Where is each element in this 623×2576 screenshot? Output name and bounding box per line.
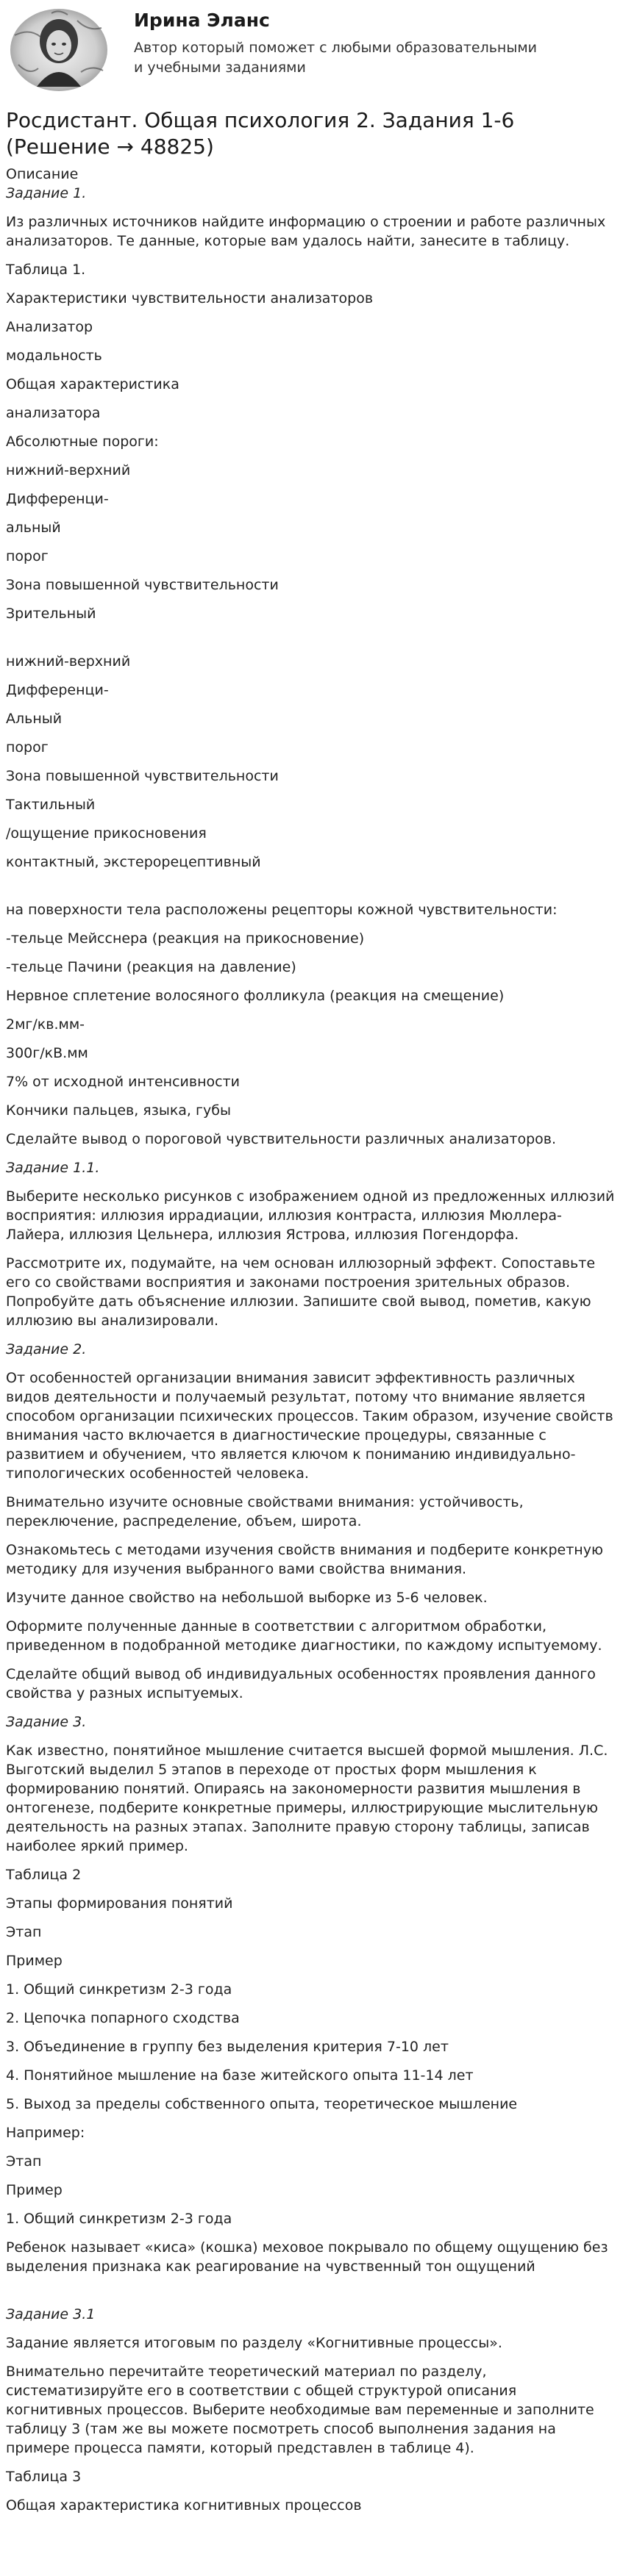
paragraph: Характеристики чувствительности анализаторов — [6, 290, 374, 306]
paragraph: Таблица 1. — [6, 262, 86, 278]
paragraph: Дифференци- — [6, 491, 109, 507]
user-portrait-icon[interactable] — [7, 6, 110, 93]
paragraph: анализатора — [6, 405, 101, 421]
task-heading: Задание 1.1. — [6, 1160, 100, 1176]
paragraph: 2. Цепочка попарного сходства — [6, 2010, 240, 2026]
paragraph: Дифференци- — [6, 682, 109, 698]
paragraph: Абсолютные пороги: — [6, 434, 159, 450]
blank-line — [6, 881, 617, 900]
author-card — [6, 0, 617, 94]
paragraph: 1. Общий синкретизм 2-3 года — [6, 2211, 232, 2227]
paragraph: Общая характеристика когнитивных процессов — [6, 2497, 362, 2514]
paragraph: Изучите данное свойство на небольшой выборке из 5-6 человек. — [6, 1590, 488, 1606]
paragraph: -тельце Мейсснера (реакция на прикосновение) — [6, 930, 365, 947]
paragraph: Пример — [6, 1953, 63, 1969]
paragraph: Как известно, понятийное мышление считается высшей формой мышления. Л.С. Выготский выделил 5 этапов в переходе от простых форм мышления к формированию понятий. Опираясь на закономерности развития мышления в онтогенезе, подберите конкретные примеры, иллюстрирующие мыслительную деятельность на разных этапах. Заполните правую сторону таблицы, записав наиболее яркий пример. — [6, 1743, 608, 1854]
paragraph: Зона повышенной чувствительности — [6, 768, 279, 784]
blank-line — [6, 2286, 617, 2305]
paragraph: Рассмотрите их, подумайте, на чем основан иллюзорный эффект. Сопоставьте его со свойствами восприятия и законами построения зрительных образов. Попробуйте дать объяснение иллюзии. Запишите свой вывод, пометив, какую иллюзию вы анализировали. — [6, 1255, 596, 1329]
paragraph: 2мг/кв.мм- — [6, 1016, 85, 1033]
page-title: Росдистант. Общая психология 2. Задания 1-6 (Решение → 48825) — [6, 108, 515, 159]
paragraph: 3. Объединение в группу без выделения критерия 7-10 лет — [6, 2039, 449, 2055]
paragraph: Выберите несколько рисунков с изображением одной из предложенных иллюзий восприятия: иллюзия иррадиации, иллюзия контраста, иллюзия Мюллера-Лайера, иллюзия Цельнера, иллюзия Ястрова, иллюзия Погендорфа. — [6, 1188, 615, 1243]
paragraph: 4. Понятийное мышление на базе житейского опыта 11-14 лет — [6, 2067, 474, 2084]
paragraph: -тельце Пачини (реакция на давление) — [6, 959, 296, 975]
paragraph: Оформите полученные данные в соответствии с алгоритмом обработки, приведенном в подобранной методике диагностики, по каждому испытуемому. — [6, 1618, 602, 1654]
task-heading: Задание 3. — [6, 1714, 87, 1730]
paragraph: Таблица 3 — [6, 2469, 82, 2485]
task-description — [6, 184, 617, 2515]
task-heading: Задание 3.1 — [6, 2306, 96, 2322]
paragraph: 1. Общий синкретизм 2-3 года — [6, 1981, 232, 1998]
paragraph: Анализатор — [6, 319, 93, 335]
paragraph: модальность — [6, 348, 102, 364]
paragraph: альный — [6, 520, 61, 536]
paragraph: Зона повышенной чувствительности — [6, 577, 279, 593]
paragraph: Внимательно перечитайте теоретический материал по разделу, систематизируйте его в соответствии с общей структурой описания когнитивных процессов. Выберите необходимые вам переменные и заполните таблицу 3 (там же вы можете посмотреть способ выполнения задания на примере процесса памяти, который представлен в таблице 4). — [6, 2364, 594, 2456]
paragraph: Например: — [6, 2125, 85, 2141]
author-name[interactable]: Ирина Эланс — [134, 10, 270, 31]
paragraph: Тактильный — [6, 797, 96, 813]
paragraph: Внимательно изучите основные свойствами внимания: устойчивость, переключение, распределение, объем, широта. — [6, 1494, 524, 1529]
description-label: Описание — [6, 166, 79, 182]
paragraph: 300г/кВ.мм — [6, 1045, 88, 1061]
paragraph: Из различных источников найдите информацию о строении и работе различных анализаторов. Те данные, которые вам удалось найти, занесите в таблицу. — [6, 214, 606, 249]
paragraph: Задание является итоговым по разделу «Когнитивные процессы». — [6, 2335, 502, 2351]
paragraph: Пример — [6, 2182, 63, 2198]
paragraph: порог — [6, 548, 49, 564]
paragraph: /ощущение прикосновения — [6, 825, 207, 842]
blank-line — [6, 633, 617, 652]
task-heading: Задание 2. — [6, 1341, 87, 1357]
author-description: Автор который поможет с любыми образовательными и учебными заданиями — [134, 40, 538, 76]
paragraph: Общая характеристика — [6, 376, 179, 392]
paragraph: 5. Выход за пределы собственного опыта, теоретическое мышление — [6, 2096, 518, 2112]
paragraph: нижний-верхний — [6, 462, 131, 478]
paragraph: Ознакомьтесь с методами изучения свойств внимания и подберите конкретную методику для изучения выбранного вами свойства внимания. — [6, 1542, 603, 1577]
paragraph: Таблица 2 — [6, 1867, 82, 1883]
paragraph: Этап — [6, 2153, 42, 2170]
paragraph: Нервное сплетение волосяного фолликула (реакция на смещение) — [6, 988, 505, 1004]
paragraph: на поверхности тела расположены рецепторы кожной чувствительности: — [6, 902, 558, 918]
paragraph: Кончики пальцев, языка, губы — [6, 1102, 231, 1119]
paragraph: контактный, экстерорецептивный — [6, 854, 261, 870]
paragraph: Этап — [6, 1924, 42, 1940]
paragraph: Альный — [6, 711, 63, 727]
paragraph: От особенностей организации внимания зависит эффективность различных видов деятельности и получаемый результат, потому что внимание является способом организации психических процессов. Таким образом, изучение свойств внимания часто включается в диагностические процедуры, связанные с развитием и обучением, что является ключом к пониманию индивидуально-типологических особенностей человека. — [6, 1370, 613, 1482]
paragraph: порог — [6, 739, 49, 756]
task-heading: Задание 1. — [6, 185, 87, 201]
paragraph: Этапы формирования понятий — [6, 1895, 233, 1912]
paragraph: Сделайте общий вывод об индивидуальных особенностях проявления данного свойства у разных испытуемых. — [6, 1666, 596, 1701]
paragraph: Ребенок называет «киса» (кошка) меховое покрывало по общему ощущению без выделения признака как реагирование на чувственный тон ощущений — [6, 2239, 608, 2275]
paragraph: 7% от исходной интенсивности — [6, 1074, 240, 1090]
paragraph: Зрительный — [6, 606, 96, 622]
paragraph: Сделайте вывод о пороговой чувствительности различных анализаторов. — [6, 1131, 557, 1147]
paragraph: нижний-верхний — [6, 653, 131, 670]
